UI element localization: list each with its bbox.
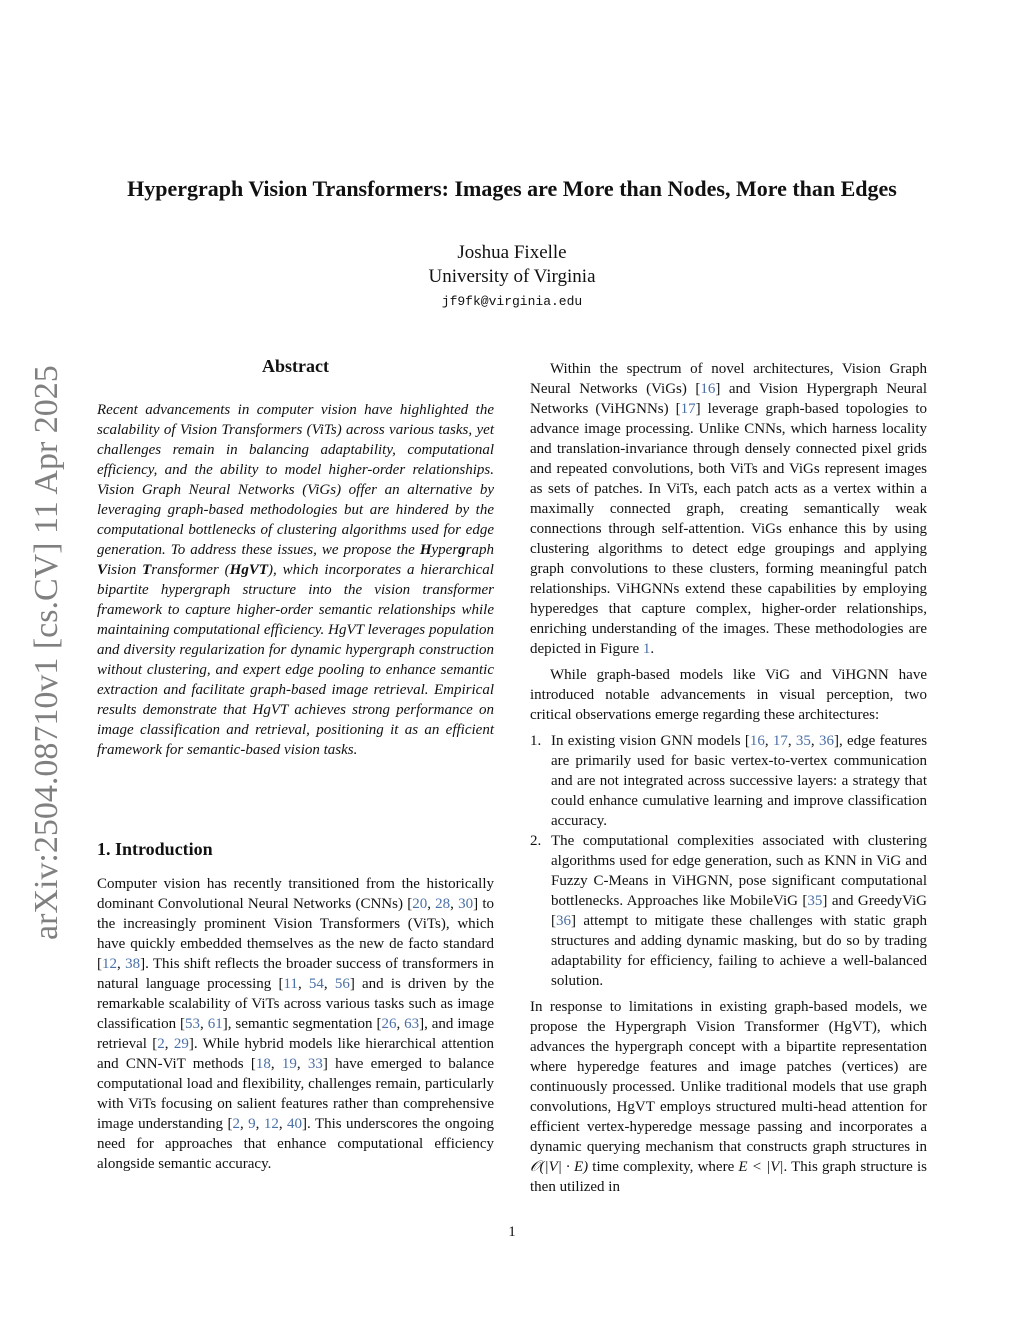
citation-link[interactable]: 29 [173, 1036, 189, 1052]
list-number: 2. [530, 833, 542, 849]
citation-link[interactable]: 36 [556, 913, 571, 929]
complexity-formula: 𝒪(|V| · E) [530, 1159, 589, 1175]
citation-link[interactable]: 33 [307, 1056, 323, 1072]
observations-list [530, 731, 927, 991]
figure-link[interactable]: 1 [642, 641, 651, 657]
citation-link[interactable]: 28 [435, 896, 451, 912]
citation-link[interactable]: 40 [287, 1116, 303, 1132]
introduction-paragraph: Computer vision has recently transitioned from the historically dominant Convolutional Neural Networks (CNNs) [20, 28, 30] to the increasingly prominent Vision Transformers (ViTs), which have quickly embedded themselves as the new de facto standard [12, 38]. This shift reflects the broader success of transformers in natural language processing [11, 54, 56] and is driven by the remarkable scalability of ViTs across various tasks such as image classification [53, 61], semantic segmentation [26, 63], and image retrieval [2, 29]. While hybrid models like hierarchical attention and CNN-ViT methods [18, 19, 33] have emerged to balance computational load and flexibility, challenges remain, particularly with ViTs focusing on salient features rather than comprehensive image understanding [2, 9, 12, 40]. This underscores the ongoing need for approaches that enhance computational efficiency alongside semantic accuracy. [97, 876, 495, 1172]
list-item: 1. In existing vision GNN models [16, 17, 35, 36], edge features are primarily used for basic vertex-to-vertex communication and are not integrated across successive layers: a strategy that could enhance cumulative learning and improve classification accuracy. [530, 733, 928, 829]
citation-link[interactable]: 30 [458, 896, 474, 912]
introduction-heading: 1. Introduction [97, 839, 213, 859]
page-number: 1 [508, 1224, 516, 1240]
citation-link[interactable]: 26 [381, 1016, 397, 1032]
citation-link[interactable]: 2 [157, 1036, 165, 1052]
citation-link[interactable]: 20 [412, 896, 428, 912]
author-email[interactable]: jf9fk@virginia.edu [441, 294, 583, 309]
author-name: Joshua Fixelle [457, 242, 567, 263]
paragraph-hgvt-proposal: In response to limitations in existing graph-based models, we propose the Hypergraph Vision Transformer (HgVT), which advances the hypergraph concept with a bipartite representation where hyperedge features and image patches (vertices) are continuously processed. Unlike traditional models that use graph convolutions, HgVT employs structured multi-head attention for efficient vertex-hyperedge message passing and incorporates a dynamic querying mechanism that constructs graph structures in 𝒪(|V| · E) time complexity, where E < |V|. This graph structure is then utilized in [530, 999, 927, 1195]
citation-link[interactable]: 56 [334, 976, 350, 992]
citation-link[interactable]: 11 [283, 976, 298, 992]
arxiv-identifier: arXiv:2504.08710v1 [cs.CV] 11 Apr 2025 [28, 365, 65, 940]
citation-link[interactable]: 12 [102, 956, 117, 972]
paragraph-vig-overview: Within the spectrum of novel architectures, Vision Graph Neural Networks (ViGs) [16] and Vision Hypergraph Neural Networks (ViHGNNs) [17] leverage graph-based topologies to advance image processing. Unlike CNNs, which harness locality and translation-invariance through densely connected pixel grids and repeated convolutions, both ViTs and ViGs represent images as sets of patches. In ViTs, each patch acts as a vertex within a maximally connected graph, creating semantically weak connections through self-attention. ViGs enhance this by using clustering algorithms to detect edge groupings and applying graph convolutions to these clusters, forming meaningful patch relationships. ViHGNNs extend these capabilities by employing hyperedges that capture complex, higher-order relationships, enriching understanding of the images. These methodologies are depicted in Figure 1. [530, 361, 928, 657]
citation-link[interactable]: 63 [404, 1016, 420, 1032]
author-affiliation: University of Virginia [428, 266, 596, 287]
edge-count-inequality: E < |V| [738, 1159, 784, 1175]
citation-link[interactable]: 35 [795, 733, 811, 749]
abstract-text: Recent advancements in computer vision have highlighted the scalability of Vision Transformers (ViTs) across various tasks, yet challenges remain in balancing adaptability, computational efficiency, and the ability to model higher-order relationships. Vision Graph Neural Networks (ViGs) offer an alternative by leveraging graph-based methodologies but are hindered by the computational bottlenecks of clustering algorithms used for edge generation. To address these issues, we propose the Hypergraph Vision Transformer (HgVT), which incorporates a hierarchical bipartite hypergraph structure into the vision transformer framework to capture higher-order semantic relationships while maintaining computational efficiency. HgVT leverages population and diversity regularization for dynamic hypergraph construction without clustering, and expert edge pooling to enhance semantic extraction and facilitate graph-based image retrieval. Empirical results demonstrate that HgVT achieves strong performance on image classification and retrieval, positioning it as an efficient framework for semantic-based vision tasks. [97, 402, 494, 758]
citation-link[interactable]: 36 [818, 733, 834, 749]
citation-link[interactable]: 61 [207, 1016, 223, 1032]
citation-link[interactable]: 17 [772, 733, 788, 749]
citation-link[interactable]: 17 [680, 401, 696, 417]
citation-link[interactable]: 9 [248, 1116, 256, 1132]
abstract-heading: Abstract [262, 356, 329, 376]
citation-link[interactable]: 38 [125, 956, 141, 972]
citation-link[interactable]: 35 [807, 893, 823, 909]
list-item: 2. The computational complexities associated with clustering algorithms used for edge generation, such as KNN in ViG and Fuzzy C-Means in ViHGNN, pose significant computational bottlenecks. Approaches like MobileViG [35] and GreedyViG [36] attempt to mitigate these challenges with static graph structures and adding dynamic masking, but do so by trading adaptability for efficiency, failing to achieve a well-balanced solution. [530, 833, 927, 989]
citation-link[interactable]: 19 [281, 1056, 297, 1072]
citation-link[interactable]: 16 [749, 733, 765, 749]
citation-link[interactable]: 12 [263, 1116, 279, 1132]
right-column [530, 359, 927, 1197]
citation-link[interactable]: 54 [308, 976, 324, 992]
citation-link[interactable]: 2 [232, 1116, 240, 1132]
citation-link[interactable]: 53 [185, 1016, 201, 1032]
citation-link[interactable]: 18 [255, 1056, 271, 1072]
paragraph-observations-intro: While graph-based models like ViG and ViHGNN have introduced notable advancements in visual perception, two critical observations emerge regarding these architectures: [530, 667, 927, 723]
list-number: 1. [530, 733, 542, 749]
paper-title: Hypergraph Vision Transformers: Images are More than Nodes, More than Edges [127, 176, 897, 201]
citation-link[interactable]: 16 [700, 381, 716, 397]
